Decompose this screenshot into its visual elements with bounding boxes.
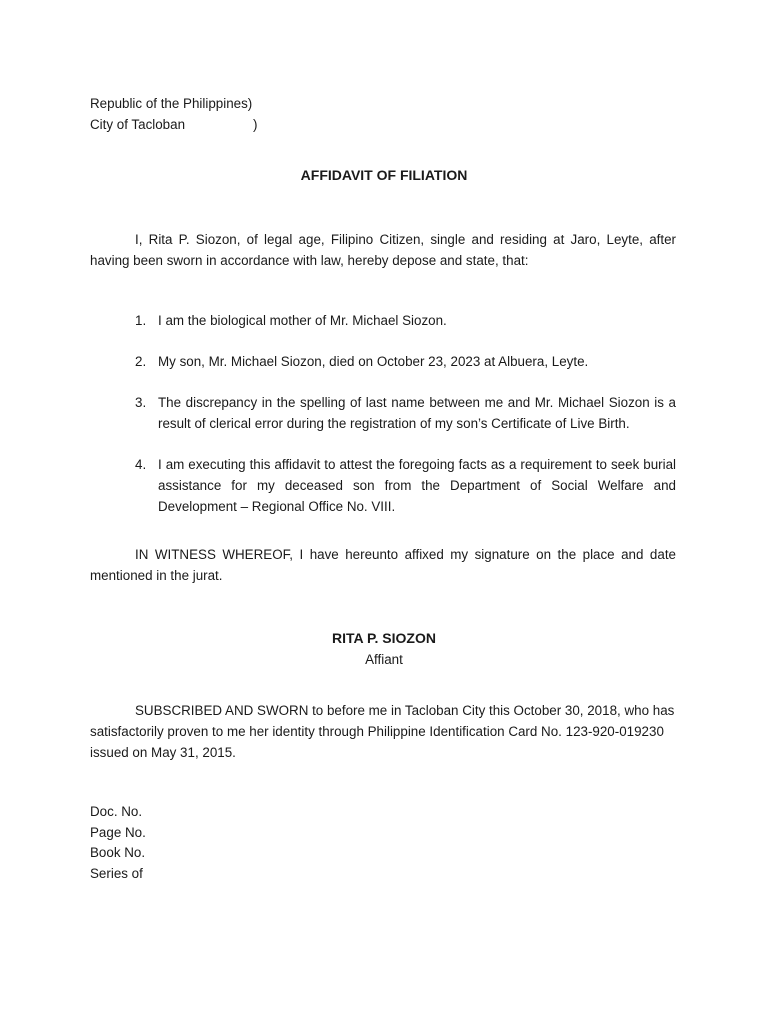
list-item (90, 454, 676, 517)
page-number-label: Page No. (90, 824, 146, 840)
list-item-text: My son, Mr. Michael Siozon, died on October 23, 2023 at Albuera, Leyte. (158, 354, 589, 369)
witness-paragraph: IN WITNESS WHEREOF, I have hereunto affixed my signature on the place and date mentioned in the jurat. (90, 547, 676, 583)
venue-country: Republic of the Philippines) (90, 96, 253, 111)
doc-number-label: Doc. No. (90, 804, 143, 819)
affiant-role: Affiant (365, 652, 403, 667)
venue-block (90, 93, 258, 135)
list-item-number: 4. (135, 457, 147, 472)
list-item-text: The discrepancy in the spelling of last name between me and Mr. Michael Siozon is a result of clerical error during the registration of my son’s Certificate of Live Birth. (158, 395, 676, 431)
list-item-text: I am the biological mother of Mr. Michael Siozon. (158, 313, 447, 328)
list-item-number: 1. (135, 313, 147, 328)
intro-paragraph: I, Rita P. Siozon, of legal age, Filipino Citizen, single and residing at Jaro, Leyte, after having been sworn in accordance with law, hereby depose and state, that: (90, 232, 676, 268)
list-item (90, 392, 676, 434)
list-item-text: I am executing this affidavit to attest the foregoing facts as a requirement to seek burial assistance for my deceased son from the Department of Social Welfare and Development – Regional Office No. VIII. (158, 457, 676, 514)
venue-city: City of Tacloban (90, 117, 186, 132)
jurat-paragraph: SUBSCRIBED AND SWORN to before me in Tacloban City this October 30, 2018, who has satisfactorily proven to me her identity through Philippine Identification Card No. 123-920-019230 issued on May 31, 2015. (90, 703, 675, 760)
affiant-name: RITA P. SIOZON (332, 630, 436, 646)
list-item-number: 2. (135, 354, 147, 369)
list-item (90, 310, 676, 331)
affiant-block (0, 628, 768, 670)
document-title: AFFIDAVIT OF FILIATION (300, 167, 468, 183)
venue-city-line (90, 114, 258, 135)
book-number-label: Book No. (90, 845, 146, 860)
series-label: Series of (90, 865, 143, 881)
list-item (90, 351, 676, 372)
venue-city-paren: ) (253, 117, 258, 132)
list-item-number: 3. (135, 395, 147, 410)
notarial-register (90, 802, 146, 884)
statements-list (90, 310, 676, 537)
